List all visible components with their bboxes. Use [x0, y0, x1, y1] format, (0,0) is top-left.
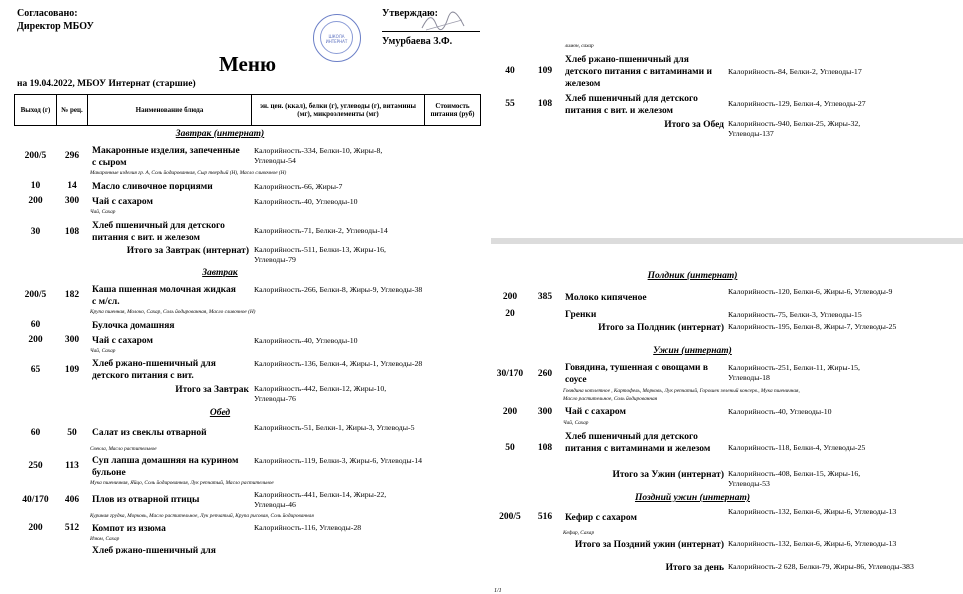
- item-recipe: 113: [65, 461, 79, 471]
- item-output: 10: [30, 181, 41, 191]
- dish-nutrition: Калорийность-40, Углеводы-10: [728, 407, 832, 416]
- dish-ingredients: Чай, Сахар: [563, 420, 589, 426]
- dish-nutrition: Калорийность-66, Жиры-7: [254, 182, 343, 191]
- item-output: 40: [505, 66, 515, 76]
- dish-nutrition: Калорийность-334, Белки-10, Жиры-8, Углеводы-54: [254, 146, 383, 165]
- item-recipe: 108: [537, 99, 553, 109]
- col-recipe: № рец.: [56, 94, 88, 126]
- section-total-nutrition: Калорийность-511, Белки-13, Жиры-16, Углеводы-79: [254, 245, 386, 264]
- item-recipe: 296: [64, 151, 80, 161]
- dish-ingredients: Говядина котлетное , Картофель, Морковь, Лук репчатый, Горошек зеленый консерв., Мука пшеничная,: [563, 388, 800, 394]
- dish-nutrition: Калорийность-75, Белки-3, Углеводы-15: [728, 310, 862, 319]
- item-output: 55: [505, 99, 515, 109]
- dish-name: Масло сливочное порциями: [92, 182, 213, 192]
- dish-name: Салат из свеклы отварной: [92, 428, 207, 438]
- day-total-label: Итого за день: [665, 563, 724, 573]
- agreed-label: Согласовано:: [17, 8, 78, 19]
- item-output: 30: [30, 227, 41, 237]
- section-title: Поздний ужин (интернат): [634, 493, 750, 503]
- section-title: Ужин (интернат): [653, 346, 732, 356]
- dish-ingredients: Свекла, Масло растительное: [90, 446, 157, 452]
- dish-nutrition: Калорийность-136, Белки-4, Жиры-1, Углеводы-28: [254, 359, 423, 368]
- item-output: 30/170: [496, 369, 524, 379]
- dish-name: Говядина, тушенная с овощами в соусе: [565, 363, 709, 385]
- item-output: 200/5: [24, 151, 47, 161]
- section-total-nutrition: Калорийность-195, Белки-8, Жиры-7, Углеводы-25: [728, 322, 897, 331]
- item-output: 200: [28, 523, 43, 533]
- item-recipe: 14: [67, 181, 77, 191]
- section-title: Завтрак (интернат): [175, 129, 265, 139]
- dish-name: Суп лапша домашняя на курином бульоне: [92, 456, 239, 478]
- item-recipe: 300: [537, 407, 553, 417]
- dish-name: Макаронные изделия, запеченные с сыром: [92, 146, 240, 168]
- dish-ingredients: Макаронные изделия гр. А, Соль йодированная, Сыр твердый (Н), Масло сливочное (Н): [90, 170, 287, 176]
- item-recipe: 385: [537, 292, 553, 302]
- item-output: 65: [30, 365, 41, 375]
- day-total-nutrition: Калорийность-2 628, Белки-79, Жиры-86, Углеводы-383: [728, 562, 914, 571]
- dish-name: Чай с сахаром: [92, 197, 153, 207]
- dish-nutrition: Калорийность-71, Белки-2, Углеводы-14: [254, 226, 388, 235]
- section-title: Полдник (интернат): [647, 271, 738, 281]
- dish-ingredients: Чай, Сахар: [90, 209, 116, 215]
- dish-nutrition: Калорийность-266, Белки-8, Жиры-9, Углеводы-38: [254, 285, 423, 294]
- item-recipe: 516: [537, 512, 553, 522]
- dish-name: Хлеб пшеничный для детского питания с витаминами и железом: [565, 432, 711, 454]
- approved-name: Умурбаева З.Ф.: [382, 36, 453, 47]
- section-total-label: Итого за Поздний ужин (интернат): [574, 540, 724, 550]
- item-output: 200/5: [499, 512, 521, 522]
- dish-ingredients: Куриная грудка, Морковь, Масло растительное, Лук репчатый, Крупа рисовая, Соль йодированная: [90, 513, 314, 519]
- item-output: 200/5: [24, 290, 47, 300]
- item-output: 20: [505, 309, 515, 319]
- item-output: 50: [505, 443, 515, 453]
- item-output: 200: [502, 407, 518, 417]
- dish-name: Чай с сахаром: [565, 407, 626, 417]
- section-total-label: Итого за Полдник (интернат): [598, 323, 724, 333]
- dish-ingredients: Мука пшеничная, Яйцо, Соль йодированная, Лук репчатый, Масло растительное: [90, 480, 274, 486]
- dish-name: Кефир с сахаром: [565, 513, 637, 523]
- item-recipe: 109: [64, 365, 80, 375]
- item-output: 60: [30, 428, 41, 438]
- page-break-band: [491, 238, 963, 244]
- section-title: Завтрак: [202, 268, 238, 278]
- item-recipe: 109: [537, 66, 553, 76]
- dish-name: Компот из изюма: [92, 524, 166, 534]
- dish-nutrition: Калорийность-129, Белки-4, Углеводы-27: [728, 99, 866, 108]
- item-recipe: 260: [537, 369, 553, 379]
- agreed-position: Директор МБОУ: [17, 21, 94, 32]
- dish-ingredients: Изюм, Сахар: [90, 536, 120, 542]
- item-output: 200: [28, 335, 43, 345]
- dish-nutrition: Калорийность-84, Белки-2, Углеводы-17: [728, 67, 862, 76]
- item-recipe: 108: [537, 443, 553, 453]
- item-output: 60: [30, 320, 41, 330]
- section-total-label: Итого за Завтрак: [175, 385, 249, 395]
- official-stamp: ШКОЛА ИНТЕРНАТ: [313, 14, 361, 62]
- section-total-nutrition: Калорийность-442, Белки-12, Жиры-10, Углеводы-76: [254, 384, 387, 403]
- section-total-nutrition: Калорийность-940, Белки-25, Жиры-32, Углеводы-137: [728, 119, 861, 138]
- dish-name: Чай с сахаром: [92, 336, 153, 346]
- dish-nutrition: Калорийность-120, Белки-6, Жиры-6, Углеводы-9: [728, 287, 893, 296]
- col-output: Выход (г): [14, 94, 57, 126]
- dish-name: Гренки: [565, 310, 597, 320]
- dish-ingredients: Кефир, Сахар: [563, 530, 595, 536]
- dish-nutrition: Калорийность-441, Белки-14, Жиры-22, Углеводы-46: [254, 490, 387, 509]
- col-cost: Стоимость питания (руб): [424, 94, 481, 126]
- dish-name: Хлеб пшеничный для детского питания с вит. и железом: [565, 94, 698, 116]
- footer-fragment: 1/1: [494, 588, 502, 594]
- dish-nutrition: Калорийность-251, Белки-11, Жиры-15, Углеводы-18: [728, 363, 860, 382]
- col-dish: Наименование блюда: [87, 94, 252, 126]
- dish-name: Плов из отварной птицы: [92, 495, 200, 505]
- item-recipe: 300: [64, 335, 80, 345]
- section-total-nutrition: Калорийность-408, Белки-15, Жиры-16, Углеводы-53: [728, 469, 861, 488]
- item-output: 40/170: [22, 495, 49, 505]
- item-recipe: 50: [67, 428, 77, 438]
- section-total-label: Итого за Завтрак (интернат): [126, 246, 249, 256]
- dish-nutrition: Калорийность-119, Белки-3, Жиры-6, Углеводы-14: [254, 456, 423, 465]
- signature-line: [382, 31, 480, 32]
- menu-subtitle: на 19.04.2022, МБОУ Интернат (старшие): [17, 79, 196, 89]
- col-nutrition: эн. цен. (ккал), белки (г), углеводы (г), витамины (мг), микроэлементы (мг): [251, 94, 425, 126]
- section-total-label: Итого за Ужин (интернат): [612, 470, 724, 480]
- item-output: 200: [502, 292, 518, 302]
- dish-ingredients: Чай, Сахар: [90, 348, 116, 354]
- section-total-label: Итого за Обед: [664, 120, 724, 130]
- dish-name-cut: Хлеб ржано-пшеничный для: [92, 546, 216, 554]
- dish-nutrition: Калорийность-40, Углеводы-10: [254, 336, 358, 345]
- item-recipe: 406: [64, 495, 80, 505]
- dish-name: Хлеб ржано-пшеничный для детского питания с витаминами и железом: [565, 55, 712, 89]
- approved-label: Утверждаю:: [382, 8, 438, 19]
- section-total-nutrition: Калорийность-132, Белки-6, Жиры-6, Углеводы-13: [728, 539, 897, 548]
- dish-ingredients: лимон, сахар: [565, 43, 594, 49]
- dish-nutrition: Калорийность-118, Белки-4, Углеводы-25: [728, 443, 866, 452]
- dish-name: Каша пшенная молочная жидкая с м/сл.: [92, 285, 236, 307]
- section-title: Обед: [209, 408, 231, 418]
- dish-name: Булочка домашняя: [92, 321, 175, 331]
- item-recipe: 108: [64, 227, 80, 237]
- dish-name: Хлеб ржано-пшеничный для детского питания с вит.: [92, 359, 216, 381]
- dish-ingredients: Крупа пшенная, Молоко, Сахар, Соль йодированная, Масло сливочное (Н): [90, 309, 256, 315]
- item-output: 250: [28, 461, 43, 471]
- page-title: Меню: [219, 52, 277, 76]
- dish-nutrition: Калорийность-116, Углеводы-28: [254, 523, 362, 532]
- item-recipe: 182: [64, 290, 80, 300]
- dish-nutrition: Калорийность-40, Углеводы-10: [254, 197, 358, 206]
- dish-ingredients: Масло растительное, Соль йодированная: [563, 396, 658, 402]
- item-output: 200: [28, 196, 43, 206]
- dish-name: Молоко кипяченое: [565, 293, 647, 303]
- item-recipe: 512: [64, 523, 80, 533]
- dish-nutrition: Калорийность-132, Белки-6, Жиры-6, Углеводы-13: [728, 507, 897, 516]
- item-recipe: 300: [64, 196, 80, 206]
- dish-name: Хлеб пшеничный для детского питания с вит. и железом: [92, 221, 225, 243]
- dish-nutrition: Калорийность-51, Белки-1, Жиры-3, Углеводы-5: [254, 423, 415, 432]
